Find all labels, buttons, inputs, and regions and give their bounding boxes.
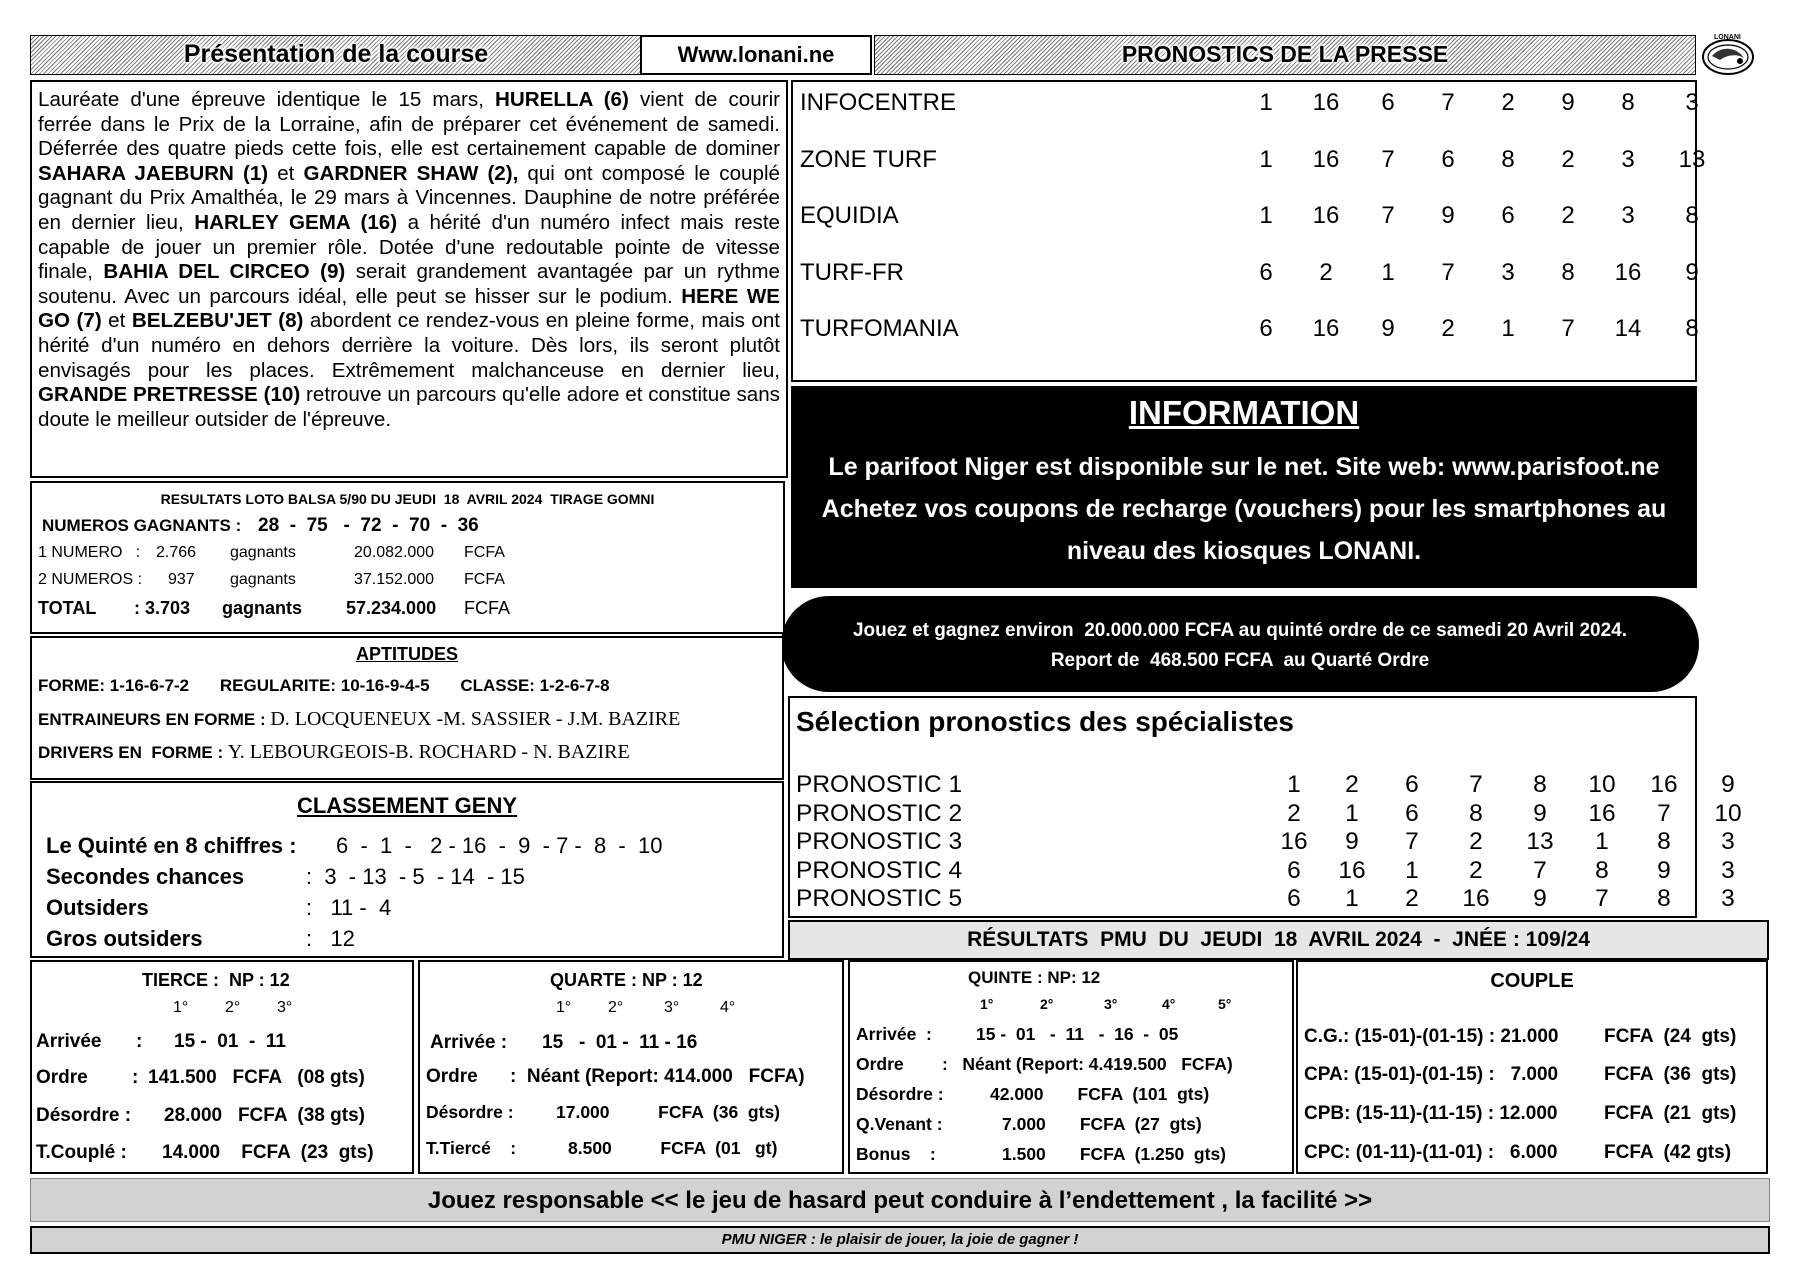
quinte-place-3: 3° xyxy=(1104,996,1118,1012)
loto-row-1-amount: 20.082.000 xyxy=(354,544,435,561)
quarte-place-3: 3° xyxy=(664,999,680,1016)
tierce-tcouple-label: T.Couplé : xyxy=(36,1142,127,1163)
press-pick-number: 3 xyxy=(1501,258,1515,286)
specialist-pronostic-name: PRONOSTIC 4 xyxy=(796,856,963,884)
presentation-text-segment: vient de courir ferrée dans le Prix de la Lorraine, afin de préparer cet événement de samedi. Déferrée des quatre pieds cette fois, elle est certainement capable de dominer xyxy=(38,88,780,161)
quarte-ttierce-label: T.Tiercé : xyxy=(426,1138,517,1158)
specialist-pick-number: 7 xyxy=(1533,856,1547,884)
horse-name: HURELLA (6) xyxy=(495,88,629,111)
aptitudes-drivers-line xyxy=(38,741,630,764)
quinte-qvenant-value: 7.000 FCFA (27 gts) xyxy=(1002,1114,1202,1134)
press-pick-number: 8 xyxy=(1561,258,1575,286)
press-pick-number: 2 xyxy=(1319,258,1333,286)
horse-name: HERE WE GO (7) xyxy=(38,284,780,333)
press-pick-number: 8 xyxy=(1685,202,1699,229)
aptitudes-entraineurs-label: ENTRAINEURS EN FORME : xyxy=(38,710,271,729)
press-pick-number: 1 xyxy=(1501,315,1515,342)
specialist-pick-number: 8 xyxy=(1657,885,1671,912)
specialists-title: Sélection pronostics des spécialistes xyxy=(796,706,1294,737)
presentation-text-segment: et xyxy=(268,161,304,185)
press-pick-number: 2 xyxy=(1561,202,1575,229)
specialist-pick-number: 9 xyxy=(1721,771,1735,798)
responsible-gaming-text: Jouez responsable << le jeu de hasard peut conduire à l’endettement , la facilité >> xyxy=(427,1187,1373,1214)
horse-name: SAHARA JAEBURN (1) xyxy=(38,161,269,185)
presentation-header xyxy=(30,35,642,75)
press-pick-number: 13 xyxy=(1678,145,1706,173)
loto-total-count: : 3.703 xyxy=(134,598,191,618)
couple-cpb-label: CPB: (15-11)-(11-15) : 12.000 xyxy=(1304,1103,1558,1124)
couple-cg-value: FCFA (24 gts) xyxy=(1604,1026,1737,1047)
specialist-pick-number: 10 xyxy=(1714,799,1742,827)
tierce-place-1: 1° xyxy=(173,999,189,1016)
specialist-pick-number: 9 xyxy=(1657,856,1671,884)
quarte-arrivee-value: 15 - 01 - 11 - 16 xyxy=(542,1032,698,1053)
horse-name: HARLEY GEMA (16) xyxy=(194,210,398,234)
specialist-pronostic-name: PRONOSTIC 1 xyxy=(796,771,963,798)
tierce-ordre-sep: : xyxy=(132,1067,139,1088)
presentation-text-segment: Lauréate d'une épreuve identique le 15 mars, xyxy=(38,88,495,111)
press-pick-number: 8 xyxy=(1501,145,1515,173)
presentation-title: Présentation de la course xyxy=(183,40,489,68)
loto-total-label: TOTAL xyxy=(38,598,97,618)
geny-row-4-label: Gros outsiders xyxy=(46,926,203,951)
specialist-pick-number: 1 xyxy=(1287,771,1301,798)
quarte-ordre-label: Ordre xyxy=(426,1066,478,1087)
specialist-pick-number: 3 xyxy=(1721,856,1735,884)
quinte-place-2: 2° xyxy=(1040,996,1054,1012)
slogan-text: PMU NIGER : le plaisir de jouer, la joie de gagner ! xyxy=(721,1231,1079,1248)
couple-cpa-label: CPA: (15-01)-(01-15) : 7.000 xyxy=(1304,1064,1559,1085)
presentation-text-segment: a hérité d'un numéro infect mais reste capable de jouer un premier rôle. Dotée d'une redoutable pointe de vitesse finale, xyxy=(38,210,780,284)
presentation-text-segment: serait grandement avantagée par un rythme soutenu. Avec un parcours idéal, elle peut se hisser sur le podium. xyxy=(38,260,780,308)
specialist-pick-number: 2 xyxy=(1469,828,1483,855)
specialist-pick-number: 7 xyxy=(1595,885,1609,912)
press-pick-number: 16 xyxy=(1614,258,1642,286)
lonani-logo xyxy=(1700,34,1756,78)
information-line-2: Achetez vos coupons de recharge (vouchers) pour les smartphones au xyxy=(821,495,1667,523)
press-pick-number: 7 xyxy=(1441,258,1455,286)
press-pick-number: 1 xyxy=(1259,202,1273,229)
lonani-logo-text: LONANI xyxy=(1714,34,1741,41)
specialist-pick-number: 9 xyxy=(1533,799,1547,827)
press-pick-number: 7 xyxy=(1441,89,1455,116)
quarte-desordre-label: Désordre : xyxy=(426,1102,514,1122)
quinte-place-4: 4° xyxy=(1162,996,1176,1012)
jackpot-line-2: Report de 468.500 FCFA au Quarté Ordre xyxy=(1050,650,1430,671)
specialist-pick-number: 6 xyxy=(1287,856,1301,884)
specialist-pick-number: 6 xyxy=(1287,885,1301,912)
press-pick-number: 3 xyxy=(1621,145,1635,173)
quinte-title: QUINTE : NP: 12 xyxy=(968,968,1101,987)
specialist-pick-number: 16 xyxy=(1280,828,1308,855)
press-source-name: TURF-FR xyxy=(800,258,904,286)
specialist-pick-number: 9 xyxy=(1533,885,1547,912)
press-pick-number: 9 xyxy=(1381,315,1395,342)
aptitudes-entraineurs-line xyxy=(38,708,680,731)
quinte-desordre-value: 42.000 FCFA (101 gts) xyxy=(990,1084,1210,1104)
information-line-1: Le parifoot Niger est disponible sur le net. Site web: www.parisfoot.ne xyxy=(828,453,1660,481)
specialist-pick-number: 9 xyxy=(1345,828,1359,855)
press-pick-number: 14 xyxy=(1614,315,1642,342)
loto-row-2-word: gagnants xyxy=(230,571,296,588)
geny-row-3-value: : 11 - 4 xyxy=(306,895,392,920)
geny-row-1-label: Le Quinté en 8 chiffres : xyxy=(46,833,297,858)
quinte-qvenant-label: Q.Venant : xyxy=(856,1114,943,1134)
presentation-paragraph xyxy=(32,82,786,432)
quarte-ttierce-value: 8.500 FCFA (01 gt) xyxy=(568,1138,778,1158)
loto-row-1-currency: FCFA xyxy=(464,544,505,561)
quinte-ordre-label: Ordre xyxy=(856,1054,904,1074)
tierce-place-3: 3° xyxy=(277,999,293,1016)
tierce-box xyxy=(30,960,414,1174)
quarte-place-4: 4° xyxy=(720,999,736,1016)
press-pick-number: 1 xyxy=(1259,89,1273,116)
horse-name: GRANDE PRETRESSE (10) xyxy=(38,383,301,407)
presentation-text-segment: et xyxy=(101,309,132,333)
presentation-box xyxy=(30,80,788,478)
information-box xyxy=(791,386,1697,588)
loto-row-2-amount: 37.152.000 xyxy=(354,571,435,588)
geny-row-2-value: : 3 - 13 - 5 - 14 - 15 xyxy=(306,864,525,889)
quinte-ordre-value: : Néant (Report: 4.419.500 FCFA) xyxy=(942,1054,1233,1074)
loto-row-1-label: 1 NUMERO : xyxy=(38,544,141,561)
quinte-desordre-label: Désordre : xyxy=(856,1084,944,1104)
press-pick-number: 3 xyxy=(1621,202,1635,229)
quinte-bonus-label: Bonus : xyxy=(856,1144,936,1164)
press-pick-number: 6 xyxy=(1501,202,1515,229)
couple-cpa-value: FCFA (36 gts) xyxy=(1604,1064,1737,1085)
tierce-ordre-label: Ordre xyxy=(36,1067,88,1088)
press-pick-number: 16 xyxy=(1312,89,1340,116)
jackpot-line-1: Jouez et gagnez environ 20.000.000 FCFA au quinté ordre de ce samedi 20 Avril 2024. xyxy=(852,620,1628,641)
specialist-pick-number: 10 xyxy=(1588,771,1616,798)
specialist-pick-number: 8 xyxy=(1533,771,1547,798)
press-pick-number: 9 xyxy=(1441,202,1455,229)
press-pick-number: 3 xyxy=(1685,89,1699,116)
press-pick-number: 6 xyxy=(1381,89,1395,116)
specialist-pick-number: 7 xyxy=(1405,828,1419,855)
specialist-pick-number: 2 xyxy=(1405,885,1419,912)
aptitudes-entraineurs: D. LOCQUENEUX -M. SASSIER - J.M. BAZIRE xyxy=(270,708,681,730)
specialist-pick-number: 2 xyxy=(1287,799,1301,827)
press-source-name: EQUIDIA xyxy=(800,202,899,229)
classement-geny-box xyxy=(30,781,784,958)
press-pick-number: 7 xyxy=(1561,315,1575,342)
website-link[interactable]: Www.lonani.ne xyxy=(677,42,835,67)
specialist-pick-number: 7 xyxy=(1469,771,1483,798)
presentation-text-segment: retrouve un parcours qu'elle adore et constitue sans doute le meilleur outsider de l'épreuve. xyxy=(38,383,780,431)
quarte-place-2: 2° xyxy=(608,999,624,1016)
press-pick-number: 2 xyxy=(1441,315,1455,342)
aptitudes-regularite: REGULARITE: 10-16-9-4-5 xyxy=(219,676,430,695)
responsible-gaming-banner xyxy=(30,1178,1770,1222)
quarte-title: QUARTE : NP : 12 xyxy=(550,970,703,990)
information-line-3: niveau des kiosques LONANI. xyxy=(1066,537,1422,565)
geny-row-1-value: 6 - 1 - 2 - 16 - 9 - 7 - 8 - 10 xyxy=(336,833,663,858)
tierce-desordre-value: 28.000 FCFA (38 gts) xyxy=(164,1105,365,1126)
press-pick-number: 8 xyxy=(1685,315,1699,342)
couple-box xyxy=(1296,960,1768,1174)
press-pick-number: 9 xyxy=(1561,89,1575,116)
horse-name: BELZEBU'JET (8) xyxy=(131,309,304,333)
loto-results-box xyxy=(30,481,785,634)
specialist-pick-number: 2 xyxy=(1345,771,1359,798)
aptitudes-stats-line xyxy=(38,676,610,696)
press-pick-number: 6 xyxy=(1259,258,1273,286)
tierce-place-2: 2° xyxy=(225,999,241,1016)
press-source-name: TURFOMANIA xyxy=(800,315,959,342)
couple-cpc-value: FCFA (42 gts) xyxy=(1604,1142,1732,1163)
couple-cpc-label: CPC: (01-11)-(11-01) : 6.000 xyxy=(1304,1142,1558,1163)
tierce-arrivee-sep: : xyxy=(136,1031,143,1052)
press-pick-number: 7 xyxy=(1381,202,1395,229)
press-source-name: INFOCENTRE xyxy=(800,89,956,116)
aptitudes-classe: CLASSE: 1-2-6-7-8 xyxy=(460,676,610,695)
press-pick-number: 6 xyxy=(1441,145,1455,173)
loto-total-currency: FCFA xyxy=(464,598,511,618)
tierce-arrivee-value: 15 - 01 - 11 xyxy=(174,1031,286,1052)
geny-title: CLASSEMENT GENY xyxy=(296,793,518,818)
loto-row-1-word: gagnants xyxy=(230,544,296,561)
specialist-pick-number: 16 xyxy=(1338,856,1366,884)
geny-row-3-label: Outsiders xyxy=(46,895,149,920)
specialist-pick-number: 3 xyxy=(1721,885,1735,912)
slogan-bar xyxy=(30,1226,1770,1254)
loto-row-2-label: 2 NUMEROS : xyxy=(38,571,143,588)
quinte-place-1: 1° xyxy=(980,996,994,1012)
quarte-place-1: 1° xyxy=(556,999,572,1016)
press-title: PRONOSTICS DE LA PRESSE xyxy=(1121,41,1449,67)
couple-cg-label: C.G.: (15-01)-(01-15) : 21.000 xyxy=(1304,1026,1559,1047)
quinte-bonus-value: 1.500 FCFA (1.250 gts) xyxy=(1002,1144,1227,1164)
horse-name: GARDNER SHAW (2), xyxy=(303,161,519,185)
presentation-text-segment: qui ont composé le couplé gagnant du Prix Amalthéa, le 29 mars à Vincennes. Dauphine de notre préférée en dernier lieu, xyxy=(38,161,780,234)
geny-row-2-label: Secondes chances xyxy=(46,864,245,889)
aptitudes-forme: FORME: 1-16-6-7-2 xyxy=(38,676,190,695)
press-header xyxy=(874,35,1696,75)
press-pick-number: 1 xyxy=(1381,258,1395,286)
specialist-pronostic-name: PRONOSTIC 5 xyxy=(796,885,963,912)
specialist-pick-number: 1 xyxy=(1345,885,1359,912)
tierce-tcouple-value: 14.000 FCFA (23 gts) xyxy=(162,1142,374,1163)
specialist-pick-number: 7 xyxy=(1657,799,1671,827)
specialist-pick-number: 13 xyxy=(1526,828,1554,855)
loto-row-2-count: 937 xyxy=(168,571,195,588)
press-pick-number: 16 xyxy=(1312,315,1340,342)
press-pick-number: 9 xyxy=(1685,258,1699,286)
specialist-pronostic-name: PRONOSTIC 2 xyxy=(796,799,963,827)
loto-row-2-currency: FCFA xyxy=(464,571,505,588)
press-pick-number: 2 xyxy=(1501,89,1515,116)
loto-title: RESULTATS LOTO BALSA 5/90 DU JEUDI 18 AVRIL 2024 TIRAGE GOMNI xyxy=(160,491,655,507)
press-pick-number: 16 xyxy=(1312,145,1340,173)
specialist-pick-number: 8 xyxy=(1595,856,1609,884)
quarte-arrivee-label: Arrivée : xyxy=(430,1032,508,1053)
specialist-pick-number: 1 xyxy=(1405,856,1419,884)
quinte-place-5: 5° xyxy=(1218,996,1232,1012)
presentation-text-segment: abordent ce rendez-vous en pleine forme, mais ont hérité d'un numéro en dehors derrière la voiture. Dès lors, ils seront plutôt envisagés pour les places. Extrêmement malchanceuse en dernier lieu, xyxy=(38,309,780,382)
specialists-box xyxy=(788,696,1742,918)
quinte-box xyxy=(848,960,1294,1174)
tierce-desordre-label: Désordre : xyxy=(36,1105,132,1126)
horse-name: BAHIA DEL CIRCEO (9) xyxy=(103,260,346,284)
geny-row-4-value: : 12 xyxy=(306,926,355,951)
quarte-ordre-value: : Néant (Report: 414.000 FCFA) xyxy=(510,1066,805,1087)
specialist-pick-number: 16 xyxy=(1650,771,1678,798)
specialist-pick-number: 2 xyxy=(1469,856,1483,884)
press-pick-number: 2 xyxy=(1561,145,1575,173)
press-source-name: ZONE TURF xyxy=(800,145,937,173)
quinte-arrivee-label: Arrivée : xyxy=(856,1024,932,1044)
press-pick-number: 16 xyxy=(1312,202,1340,229)
quinte-arrivee-value: 15 - 01 - 11 - 16 - 05 xyxy=(976,1024,1179,1044)
tierce-title: TIERCE : NP : 12 xyxy=(142,970,290,990)
tierce-arrivee-label: Arrivée xyxy=(36,1031,102,1052)
specialist-pick-number: 16 xyxy=(1588,799,1616,827)
specialist-pronostic-name: PRONOSTIC 3 xyxy=(796,828,963,855)
information-title: INFORMATION xyxy=(1128,394,1360,431)
press-pick-number: 7 xyxy=(1381,145,1395,173)
loto-winning-label: NUMEROS GAGNANTS : xyxy=(42,516,242,535)
couple-title: COUPLE xyxy=(1490,970,1574,992)
loto-total-word: gagnants xyxy=(222,598,303,618)
loto-row-1-count: 2.766 xyxy=(156,544,197,561)
website-header[interactable] xyxy=(640,35,872,75)
pmu-results-title: RÉSULTATS PMU DU JEUDI 18 AVRIL 2024 - JNÉE : 109/24 xyxy=(967,928,1590,951)
specialist-pick-number: 16 xyxy=(1462,885,1490,912)
specialist-pick-number: 1 xyxy=(1595,828,1609,855)
aptitudes-title: APTITUDES xyxy=(355,644,458,664)
loto-winning-numbers: 28 - 75 - 72 - 70 - 36 xyxy=(258,515,479,536)
couple-cpb-value: FCFA (21 gts) xyxy=(1604,1103,1737,1124)
specialist-pick-number: 8 xyxy=(1469,799,1483,827)
specialist-pick-number: 6 xyxy=(1405,771,1419,798)
aptitudes-box xyxy=(30,636,784,780)
specialist-pick-number: 8 xyxy=(1657,828,1671,855)
specialist-pick-number: 3 xyxy=(1721,828,1735,855)
quarte-box xyxy=(418,960,844,1174)
jackpot-banner xyxy=(781,596,1699,692)
aptitudes-drivers: Y. LEBOURGEOIS-B. ROCHARD - N. BAZIRE xyxy=(227,741,630,763)
quarte-desordre-value: 17.000 FCFA (36 gts) xyxy=(556,1102,781,1122)
press-pick-number: 1 xyxy=(1259,145,1273,173)
specialist-pick-number: 1 xyxy=(1345,799,1359,827)
loto-total-amount: 57.234.000 xyxy=(346,598,437,618)
tierce-ordre-value: 141.500 FCFA (08 gts) xyxy=(148,1067,365,1088)
aptitudes-drivers-label: DRIVERS EN FORME : xyxy=(38,743,228,762)
press-pick-number: 6 xyxy=(1259,315,1273,342)
specialist-pick-number: 6 xyxy=(1405,799,1419,827)
press-pick-number: 8 xyxy=(1621,89,1635,116)
press-pronostics-box xyxy=(791,80,1706,382)
